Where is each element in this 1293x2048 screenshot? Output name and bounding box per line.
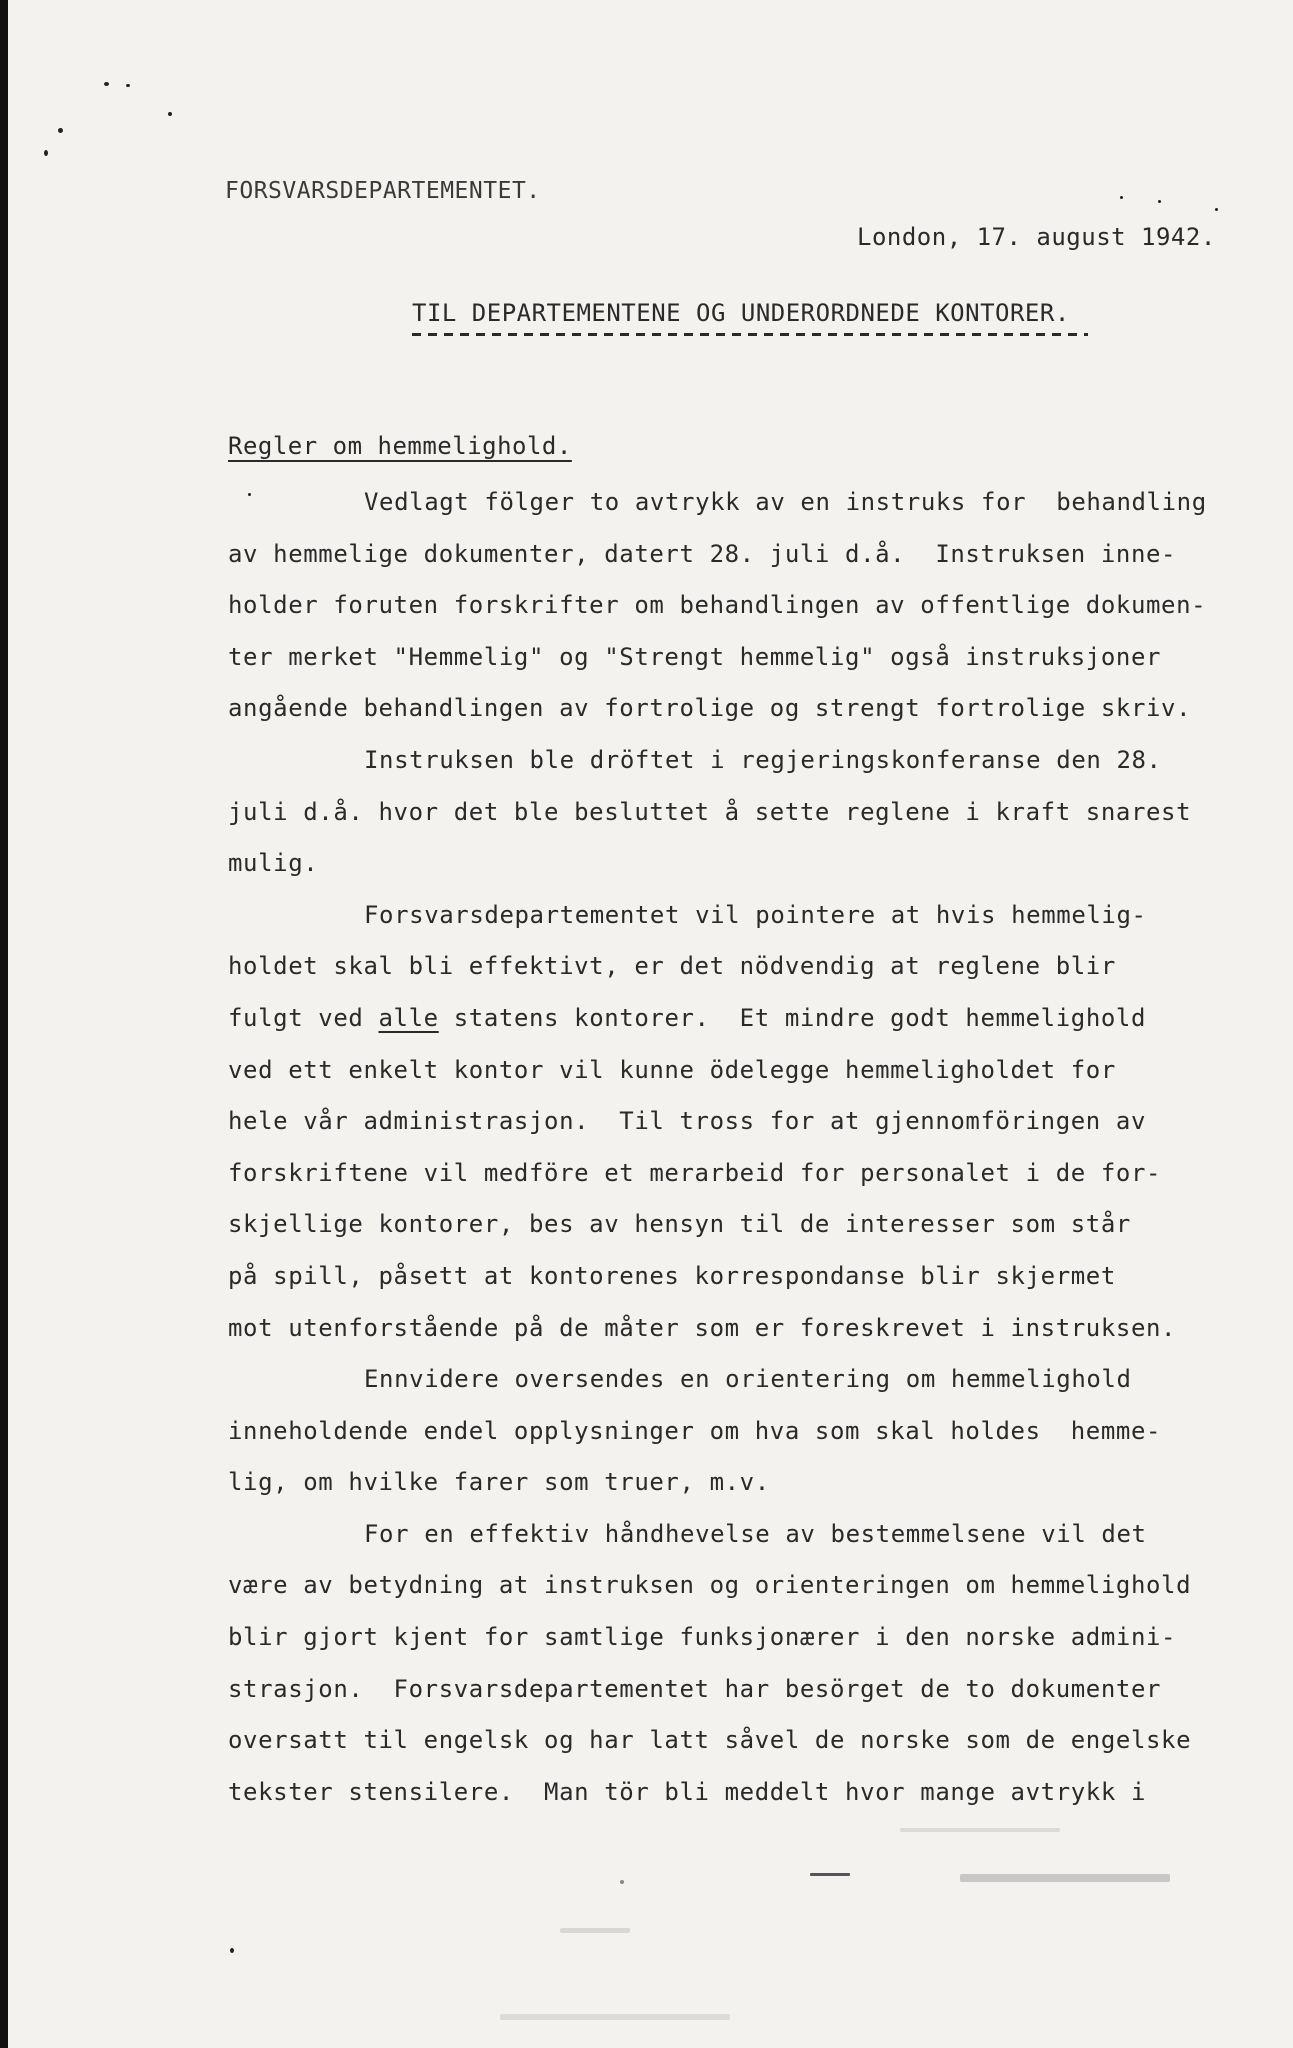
ink-speck [230,1948,234,1953]
ink-speck [126,84,130,87]
smudge [900,1828,1060,1832]
recipients-line: TIL DEPARTEMENTENE OG UNDERORDNEDE KONTORER. [412,299,1070,327]
body-line: oversatt til engelsk og har latt såvel de norske som de engelske [228,1726,1192,1755]
body-line: av hemmelige dokumenter, datert 28. juli d.å. Instruksen inne- [228,539,1177,568]
ink-speck [1120,196,1123,199]
smudge [500,2014,730,2020]
body-line: ved ett enkelt kontor vil kunne ödelegge hemmeligholdet for [228,1055,1116,1084]
body-text: statens kontorer. Et mindre godt hemmelighold [438,1003,1147,1032]
body-line: lig, om hvilke farer som truer, m.v. [228,1468,770,1497]
body-line: inneholdende endel opplysninger om hva som skal holdes hemme- [228,1416,1162,1445]
body-line: Forsvarsdepartementet vil pointere at hvis hemmelig- [364,900,1147,929]
body-line: forskriftene vil medföre et merarbeid for personalet i de for- [228,1158,1162,1187]
letter-body [228,477,1248,1818]
department-header: FORSVARSDEPARTEMENTET. [225,178,541,204]
body-line: holdet skal bli effektivt, er det nödvendig at reglene blir [228,952,1116,981]
body-line: på spill, påsett at kontorenes korrespondanse blir skjermet [228,1261,1116,1290]
body-line: For en effektiv håndhevelse av bestemmelsene vil det [364,1519,1147,1548]
body-line: juli d.å. hvor det ble besluttet å sette reglene i kraft snarest [228,797,1192,826]
underlined-word: alle [378,1003,439,1032]
body-line: skjellige kontorer, bes av hensyn til de interesser som står [228,1210,1131,1239]
smudge [960,1874,1170,1882]
body-line: tekster stensilere. Man tör bli meddelt hvor mange avtrykk i [228,1777,1147,1806]
body-line: Vedlagt fölger to avtrykk av en instruks for behandling [364,488,1207,516]
body-line: Instruksen ble dröftet i regjeringskonferanse den 28. [364,745,1162,774]
body-text: fulgt ved [228,1003,379,1032]
body-line: angående behandlingen av fortrolige og strengt fortrolige skriv. [228,694,1192,723]
ink-speck [1158,200,1161,203]
ink-speck [1215,208,1218,211]
body-line: være av betydning at instruksen og orienteringen om hemmelighold [228,1571,1192,1600]
subject-heading: Regler om hemmelighold. [228,432,572,460]
body-line: hele vår administrasjon. Til tross for at gjennomföringen av [228,1107,1147,1136]
ink-speck [168,112,172,116]
body-line: Ennvidere oversendes en orientering om hemmelighold [364,1365,1132,1394]
ink-speck [44,150,48,156]
body-line: blir gjort kjent for samtlige funksjonærer i den norske admini- [228,1623,1177,1652]
place-date: London, 17. august 1942. [857,223,1216,251]
dashed-underline [412,333,1088,336]
body-line-emphasis [228,993,1248,1045]
scan-edge [0,0,8,2048]
ink-speck [58,128,63,133]
body-line: ter merket "Hemmelig" og "Strengt hemmelig" også instruksjoner [228,642,1162,671]
smudge [560,1928,630,1933]
body-line: mulig. [228,849,319,878]
smudge [620,1880,624,1884]
body-line: holder foruten forskrifter om behandlingen av offentlige dokumen- [228,591,1207,620]
body-line: mot utenforstående på de måter som er foreskrevet i instruksen. [228,1313,1177,1342]
body-line: strasjon. Forsvarsdepartementet har besörget de to dokumenter [228,1674,1162,1703]
smudge [810,1873,850,1876]
ink-speck [104,82,109,86]
